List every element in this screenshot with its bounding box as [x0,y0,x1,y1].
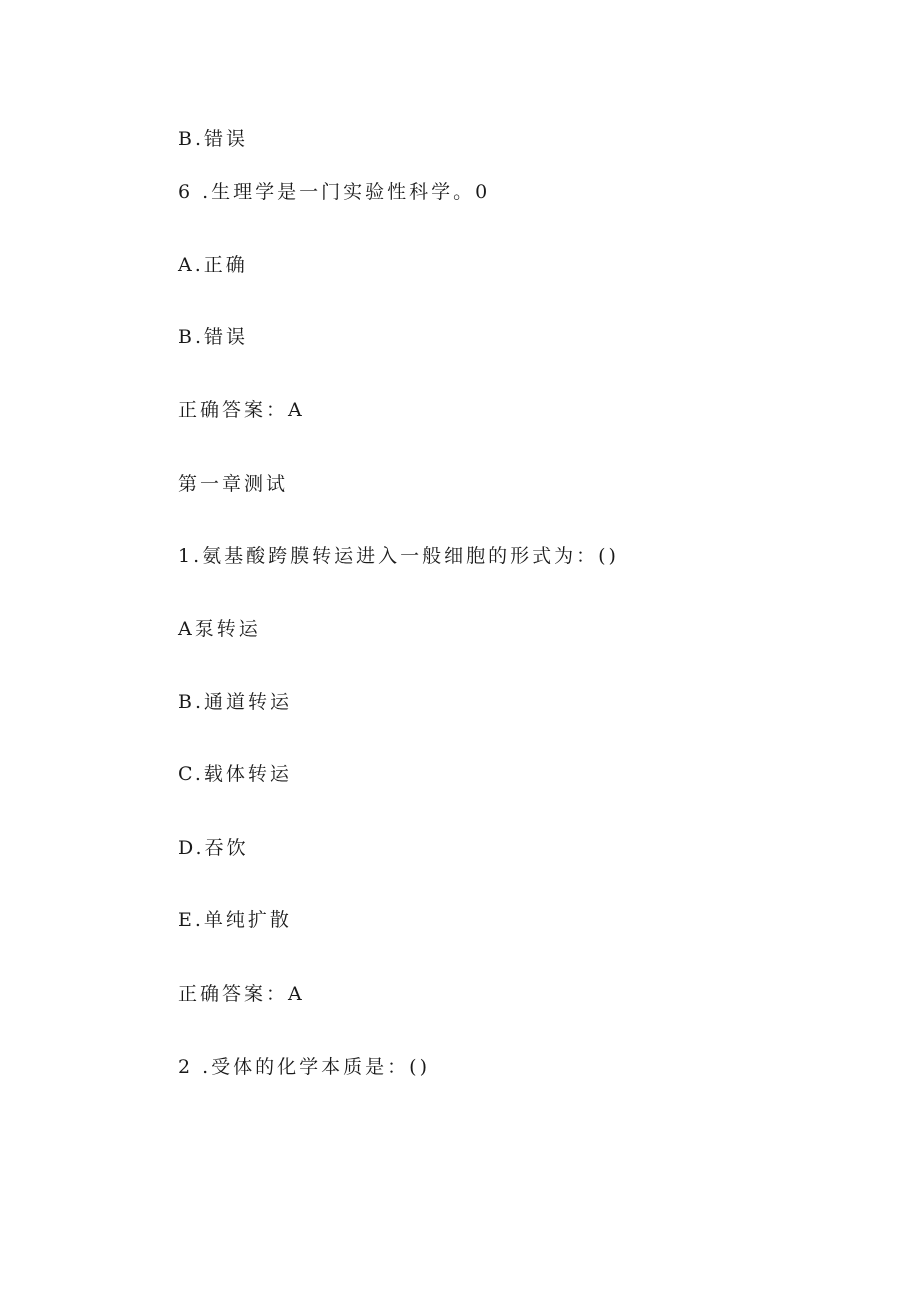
chapter-heading: 第一章测试 [178,473,289,495]
option-b-false: B.错误 [178,326,249,348]
option-b-false: B.错误 [178,128,249,150]
option-c: C.载体转运 [178,763,292,785]
option-d: D.吞饮 [178,837,249,859]
question-6: 6 .生理学是一门实验性科学。0 [178,181,491,203]
option-a: A泵转运 [178,618,261,640]
option-b: B.通道转运 [178,691,293,713]
correct-answer: 正确答案：A [178,983,305,1005]
question-2: 2 .受体的化学本质是：() [178,1056,430,1078]
question-1: 1.氨基酸跨膜转运进入一般细胞的形式为：() [178,545,619,567]
correct-answer: 正确答案：A [178,399,305,421]
option-a-true: A.正确 [178,254,248,276]
option-e: E.单纯扩散 [178,909,292,931]
